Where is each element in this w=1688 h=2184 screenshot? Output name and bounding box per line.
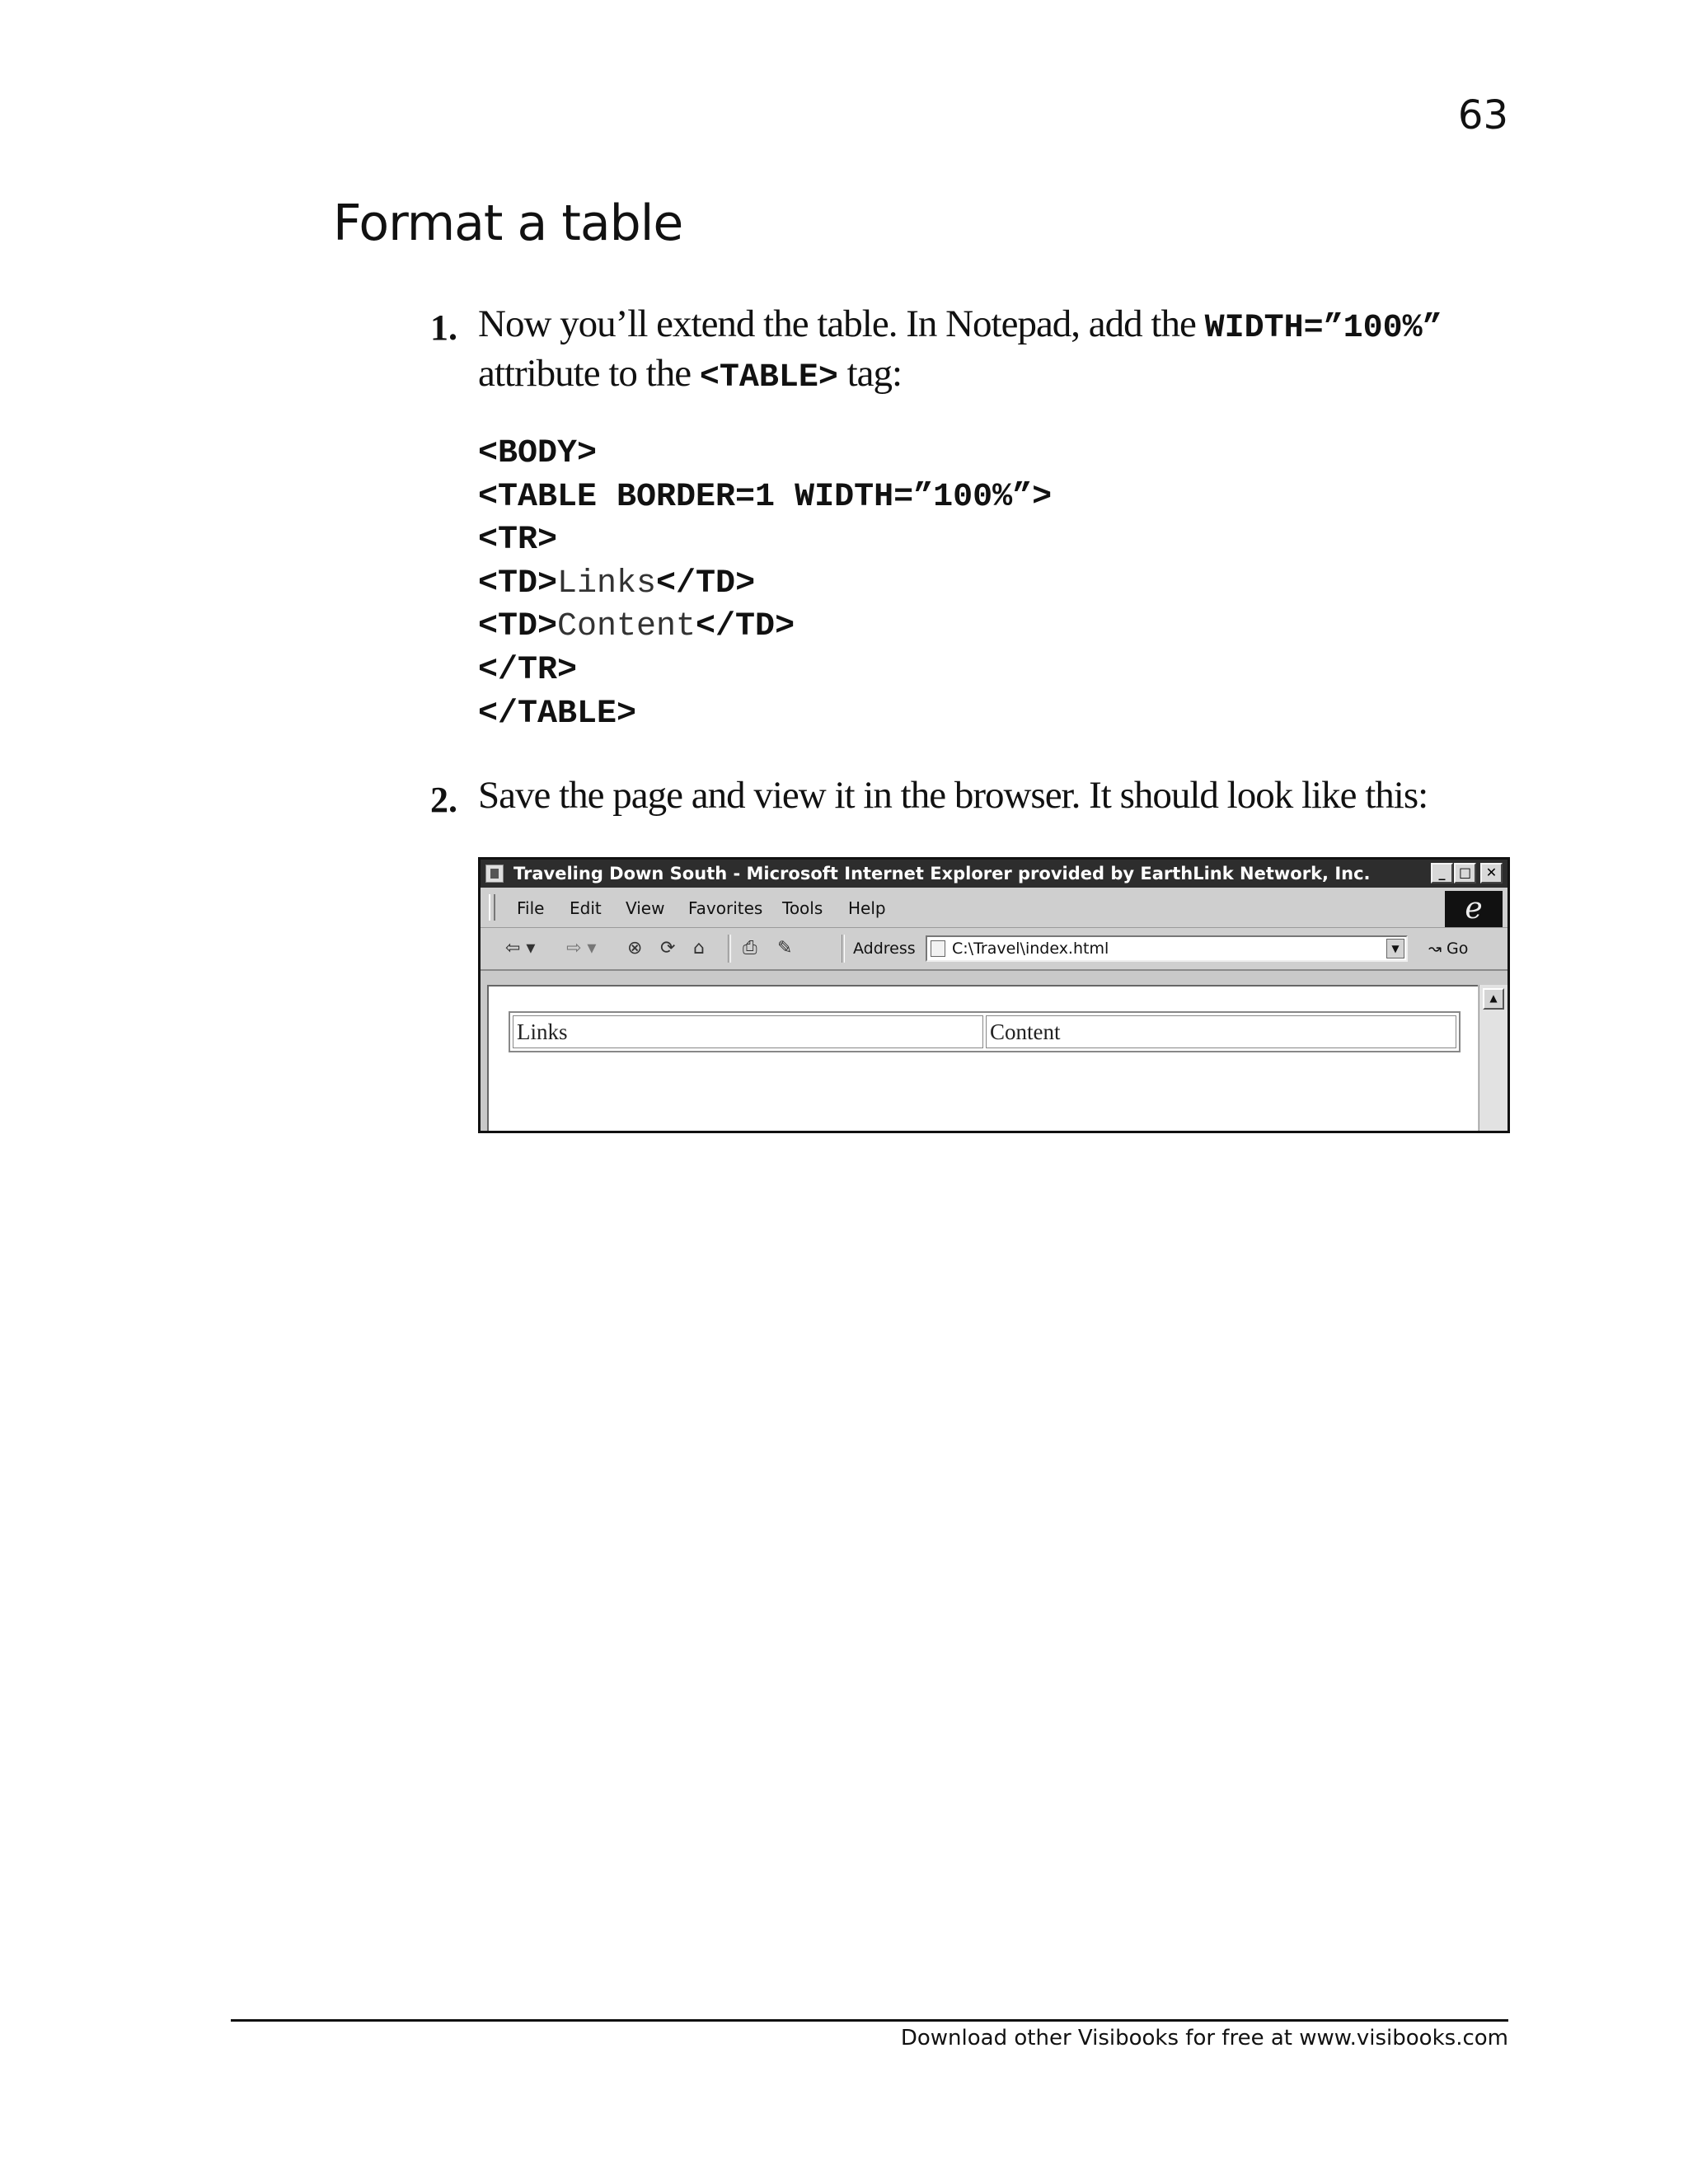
menubar xyxy=(481,888,1507,928)
minimize-button[interactable]: _ xyxy=(1431,863,1453,883)
page-content-area xyxy=(487,985,1478,1133)
menu-edit[interactable]: Edit xyxy=(570,898,602,918)
step-2-text: Save the page and view it in the browser. It should look like this: xyxy=(478,774,1428,817)
toolbar-separator xyxy=(728,935,731,963)
stop-icon[interactable]: ⊗ xyxy=(627,938,643,958)
step-1-text xyxy=(478,302,1442,401)
page-heading: Format a table xyxy=(333,194,683,252)
code-line-tr xyxy=(478,519,1052,563)
page-footer: Download other Visibooks for free at www.visibooks.com xyxy=(900,2026,1508,2050)
browser-titlebar xyxy=(481,860,1507,888)
code-td-close: </TD> xyxy=(656,565,756,602)
code-table-tag: <TABLE BORDER=1 WIDTH=”100%”> xyxy=(478,478,1053,516)
code-line-body xyxy=(478,433,1052,476)
go-arrow-icon: ↝ xyxy=(1428,940,1442,958)
step-1-line-2-tail: tag: xyxy=(837,352,903,395)
code-cell-content: Content xyxy=(557,608,696,646)
refresh-icon[interactable]: ⟳ xyxy=(660,938,676,958)
code-td-open: <TD> xyxy=(478,565,558,602)
step-1-line-2-text: attribute to the xyxy=(478,352,700,395)
menu-favorites[interactable]: Favorites xyxy=(688,898,763,918)
code-cell-links: Links xyxy=(557,565,657,602)
print-icon[interactable]: ⎙ xyxy=(743,938,757,958)
maximize-button[interactable]: □ xyxy=(1454,863,1476,883)
go-label: Go xyxy=(1446,940,1469,958)
code-line-tr-close xyxy=(478,649,1052,693)
page-number: 63 xyxy=(1457,92,1508,138)
step-1-table-tag: <TABLE> xyxy=(699,359,838,396)
code-table-close: </TABLE> xyxy=(478,695,637,733)
address-dropdown-icon[interactable]: ▼ xyxy=(1386,939,1404,958)
menu-help[interactable]: Help xyxy=(848,898,886,918)
toolbar xyxy=(481,928,1507,971)
step-1-line-1-text: Now you’ll extend the table. In Notepad, add the xyxy=(478,302,1205,345)
address-label: Address xyxy=(853,940,916,958)
table-cell-links: Links xyxy=(513,1015,983,1048)
menu-file[interactable]: File xyxy=(517,898,545,918)
code-line-td-content xyxy=(478,606,1052,649)
toolbar-separator xyxy=(842,935,845,963)
window-title: Traveling Down South - Microsoft Internet Explorer provided by EarthLink Network, Inc. xyxy=(513,864,1371,883)
step-1-number: 1. xyxy=(430,307,457,348)
menu-tools[interactable]: Tools xyxy=(782,898,823,918)
code-line-table xyxy=(478,476,1052,520)
step-2-number: 2. xyxy=(430,780,457,820)
footer-rule xyxy=(231,2019,1508,2022)
vertical-scrollbar[interactable] xyxy=(1479,985,1507,1133)
code-td-close: </TD> xyxy=(696,608,795,646)
step-1-line-2 xyxy=(478,351,1442,401)
edit-icon[interactable]: ✎ xyxy=(777,938,793,958)
code-td-open: <TD> xyxy=(478,608,558,646)
code-line-table-close xyxy=(478,693,1052,737)
page-icon xyxy=(931,940,945,957)
ie-page-icon xyxy=(485,865,504,883)
code-body-tag: <BODY> xyxy=(478,435,598,472)
code-line-td-links xyxy=(478,563,1052,607)
rendered-table xyxy=(509,1011,1461,1052)
go-button[interactable] xyxy=(1428,940,1468,958)
address-value[interactable]: C:\Travel\index.html xyxy=(952,940,1109,958)
forward-arrow-icon[interactable]: ⇨ ▾ xyxy=(566,938,597,958)
code-tr-close: </TR> xyxy=(478,651,578,689)
table-row xyxy=(513,1015,1456,1048)
scroll-up-icon[interactable]: ▲ xyxy=(1483,988,1504,1010)
close-button[interactable]: ✕ xyxy=(1480,863,1503,883)
step-1-inline-code: WIDTH=”100%” xyxy=(1204,310,1442,347)
menubar-grip xyxy=(489,894,495,921)
home-icon[interactable]: ⌂ xyxy=(693,938,705,958)
browser-screenshot xyxy=(478,857,1510,1133)
ie-logo-icon: e xyxy=(1445,891,1503,927)
back-arrow-icon[interactable]: ⇦ ▾ xyxy=(505,938,536,958)
menu-view[interactable]: View xyxy=(626,898,665,918)
step-1-line-1 xyxy=(478,302,1442,351)
address-bar[interactable] xyxy=(926,935,1408,962)
code-block xyxy=(478,433,1052,736)
table-cell-content: Content xyxy=(986,1015,1456,1048)
code-tr-open: <TR> xyxy=(478,522,558,560)
